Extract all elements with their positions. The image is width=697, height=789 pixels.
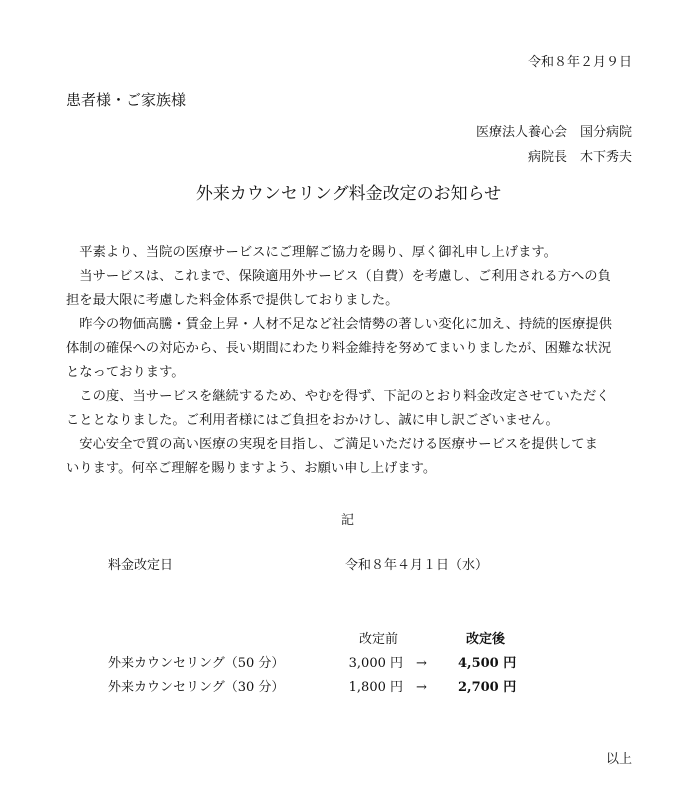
row-price-before: 3,000 円: [348, 656, 403, 671]
body-line: この度、当サービスを継続するため、やむを得ず、下記のとおり料金改定させていただく: [66, 389, 610, 404]
body-line: 当サービスは、これまで、保険適用外サービス（自費）を考慮し、ご利用される方への負: [66, 269, 611, 284]
body-line: こととなりました。ご利用者様にはご負担をおかけし、誠に申し訳ございません。: [66, 413, 559, 428]
row-price-after: 4,500 円: [458, 656, 517, 671]
document-title: 外来カウンセリング料金改定のお知らせ: [195, 184, 502, 204]
body-line: 体制の確保への対応から、長い期間にわたり料金維持を努めてまいりましたが、困難な状況: [66, 341, 612, 356]
row-service: 外来カウンセリング（50 分）: [108, 656, 285, 671]
body-line: 昨今の物価高騰・賃金上昇・人材不足など社会情勢の著しい変化に加え、持続的医療提供: [66, 317, 612, 332]
effective-date-label: 料金改定日: [108, 558, 174, 573]
row-service: 外来カウンセリング（30 分）: [108, 680, 285, 695]
arrow-icon: →: [416, 680, 427, 695]
ki-heading: 記: [341, 513, 355, 528]
effective-date-value: 令和８年４月１日（水）: [345, 558, 489, 573]
body-line: 安心安全で質の高い医療の実現を目指し、ご満足いただける医療サービスを提供してま: [66, 437, 598, 452]
body-line: 担を最大限に考慮した料金体系で提供しておりました。: [66, 293, 399, 308]
row-price-after: 2,700 円: [458, 680, 517, 695]
sender-director: 病院長 木下秀夫: [527, 150, 632, 165]
body-line: となっております。: [66, 365, 185, 380]
body-line: 平素より、当院の医療サービスにご理解ご協力を賜り、厚く御礼申し上げます。: [66, 245, 557, 260]
arrow-icon: →: [416, 656, 427, 671]
closing: 以上: [605, 752, 632, 767]
row-price-before: 1,800 円: [348, 680, 403, 695]
header-before: 改定前: [359, 632, 399, 647]
body-line: いります。何卒ご理解を賜りますよう、お願い申し上げます。: [66, 461, 437, 476]
header-after: 改定後: [466, 632, 506, 647]
document-date: 令和８年２月９日: [527, 55, 632, 70]
sender-organization: 医療法人養心会 国分病院: [475, 125, 632, 140]
recipient: 患者様・ご家族様: [66, 91, 187, 109]
